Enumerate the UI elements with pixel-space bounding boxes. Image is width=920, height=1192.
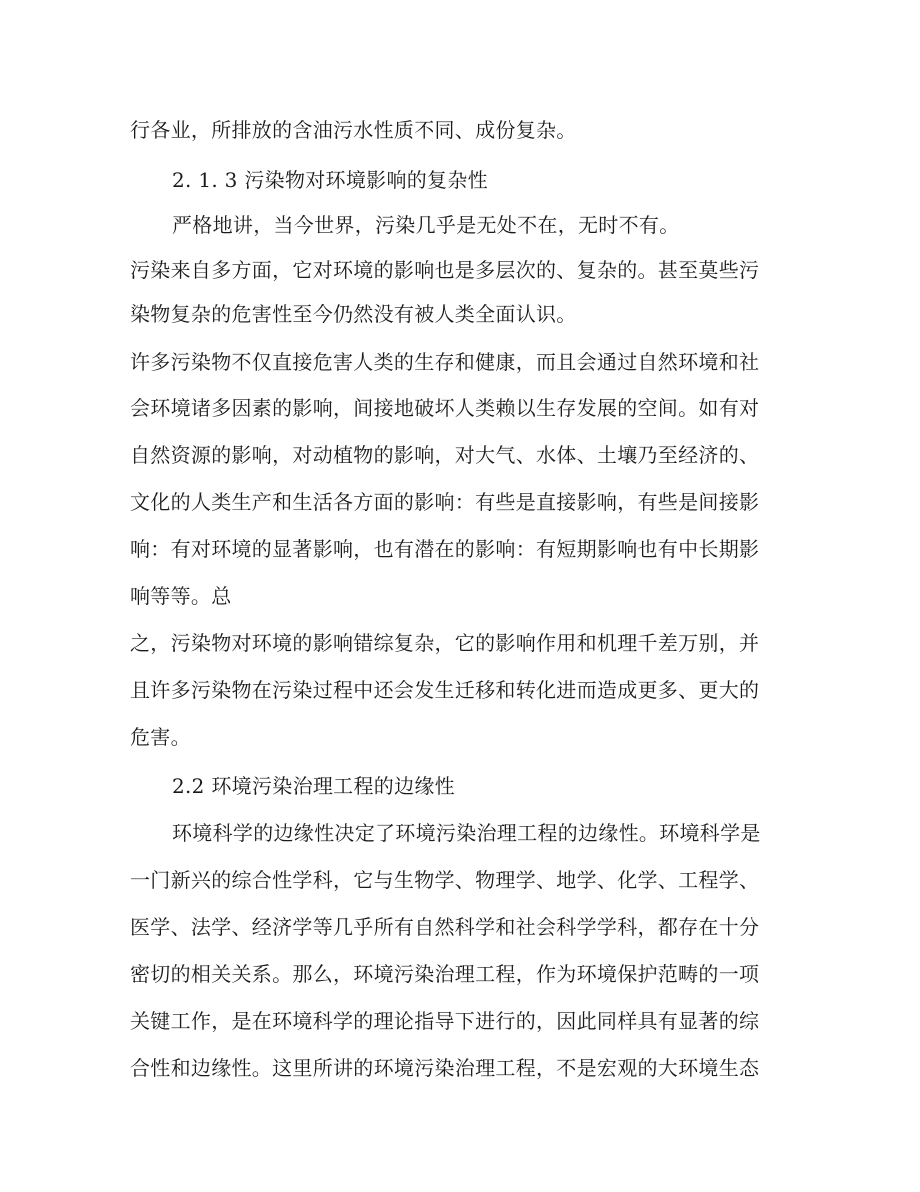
text-line: 行各业，所排放的含油污水性质不同、成份复杂。 — [130, 118, 577, 142]
text-line: 关键工作，是在环境科学的理论指导下进行的，因此同样具有显著的综 — [130, 1009, 760, 1033]
text-line: 严格地讲，当今世界，污染几乎是无处不在，无时不有。 — [172, 213, 680, 237]
text-line: 密切的相关关系。那么，环境污染治理工程，作为环境保护范畴的一项 — [130, 962, 760, 986]
text-line: 且许多污染物在污染过程中还会发生迁移和转化进而造成更多、更大的 — [130, 678, 760, 702]
text-line: 染物复杂的危害性至今仍然没有被人类全面认识。 — [130, 302, 577, 326]
text-line: 合性和边缘性。这里所讲的环境污染治理工程，不是宏观的大环境生态 — [130, 1056, 760, 1080]
section-heading-2-2: 2.2 环境污染治理工程的边缘性 — [172, 774, 455, 798]
section-heading-2-1-3: 2. 1. 3 污染物对环境影响的复杂性 — [172, 168, 488, 192]
text-line: 环境科学的边缘性决定了环境污染治理工程的边缘性。环境科学是 — [172, 821, 761, 845]
text-line: 响等等。总 — [130, 584, 232, 608]
text-line: 自然资源的影响，对动植物的影响，对大气、水体、土壤乃至经济的、 — [130, 443, 760, 467]
text-line: 许多污染物不仅直接危害人类的生存和健康，而且会通过自然环境和社 — [130, 350, 760, 374]
text-line: 文化的人类生产和生活各方面的影响：有些是直接影响，有些是间接影 — [130, 490, 760, 514]
text-line: 会环境诸多因素的影响，间接地破坏人类赖以生存发展的空间。如有对 — [130, 396, 760, 420]
text-line: 响：有对环境的显著影响，也有潜在的影响：有短期影响也有中长期影 — [130, 537, 760, 561]
text-line: 之，污染物对环境的影响错综复杂，它的影响作用和机理千差万别，并 — [130, 631, 760, 655]
text-line: 危害。 — [130, 725, 191, 749]
text-line: 医学、法学、经济学等几乎所有自然科学和社会科学学科，都存在十分 — [130, 915, 760, 939]
text-line: 污染来自多方面，它对环境的影响也是多层次的、复杂的。甚至莫些污 — [130, 258, 760, 282]
text-line: 一门新兴的综合性学科，它与生物学、物理学、地学、化学、工程学、 — [130, 868, 760, 892]
